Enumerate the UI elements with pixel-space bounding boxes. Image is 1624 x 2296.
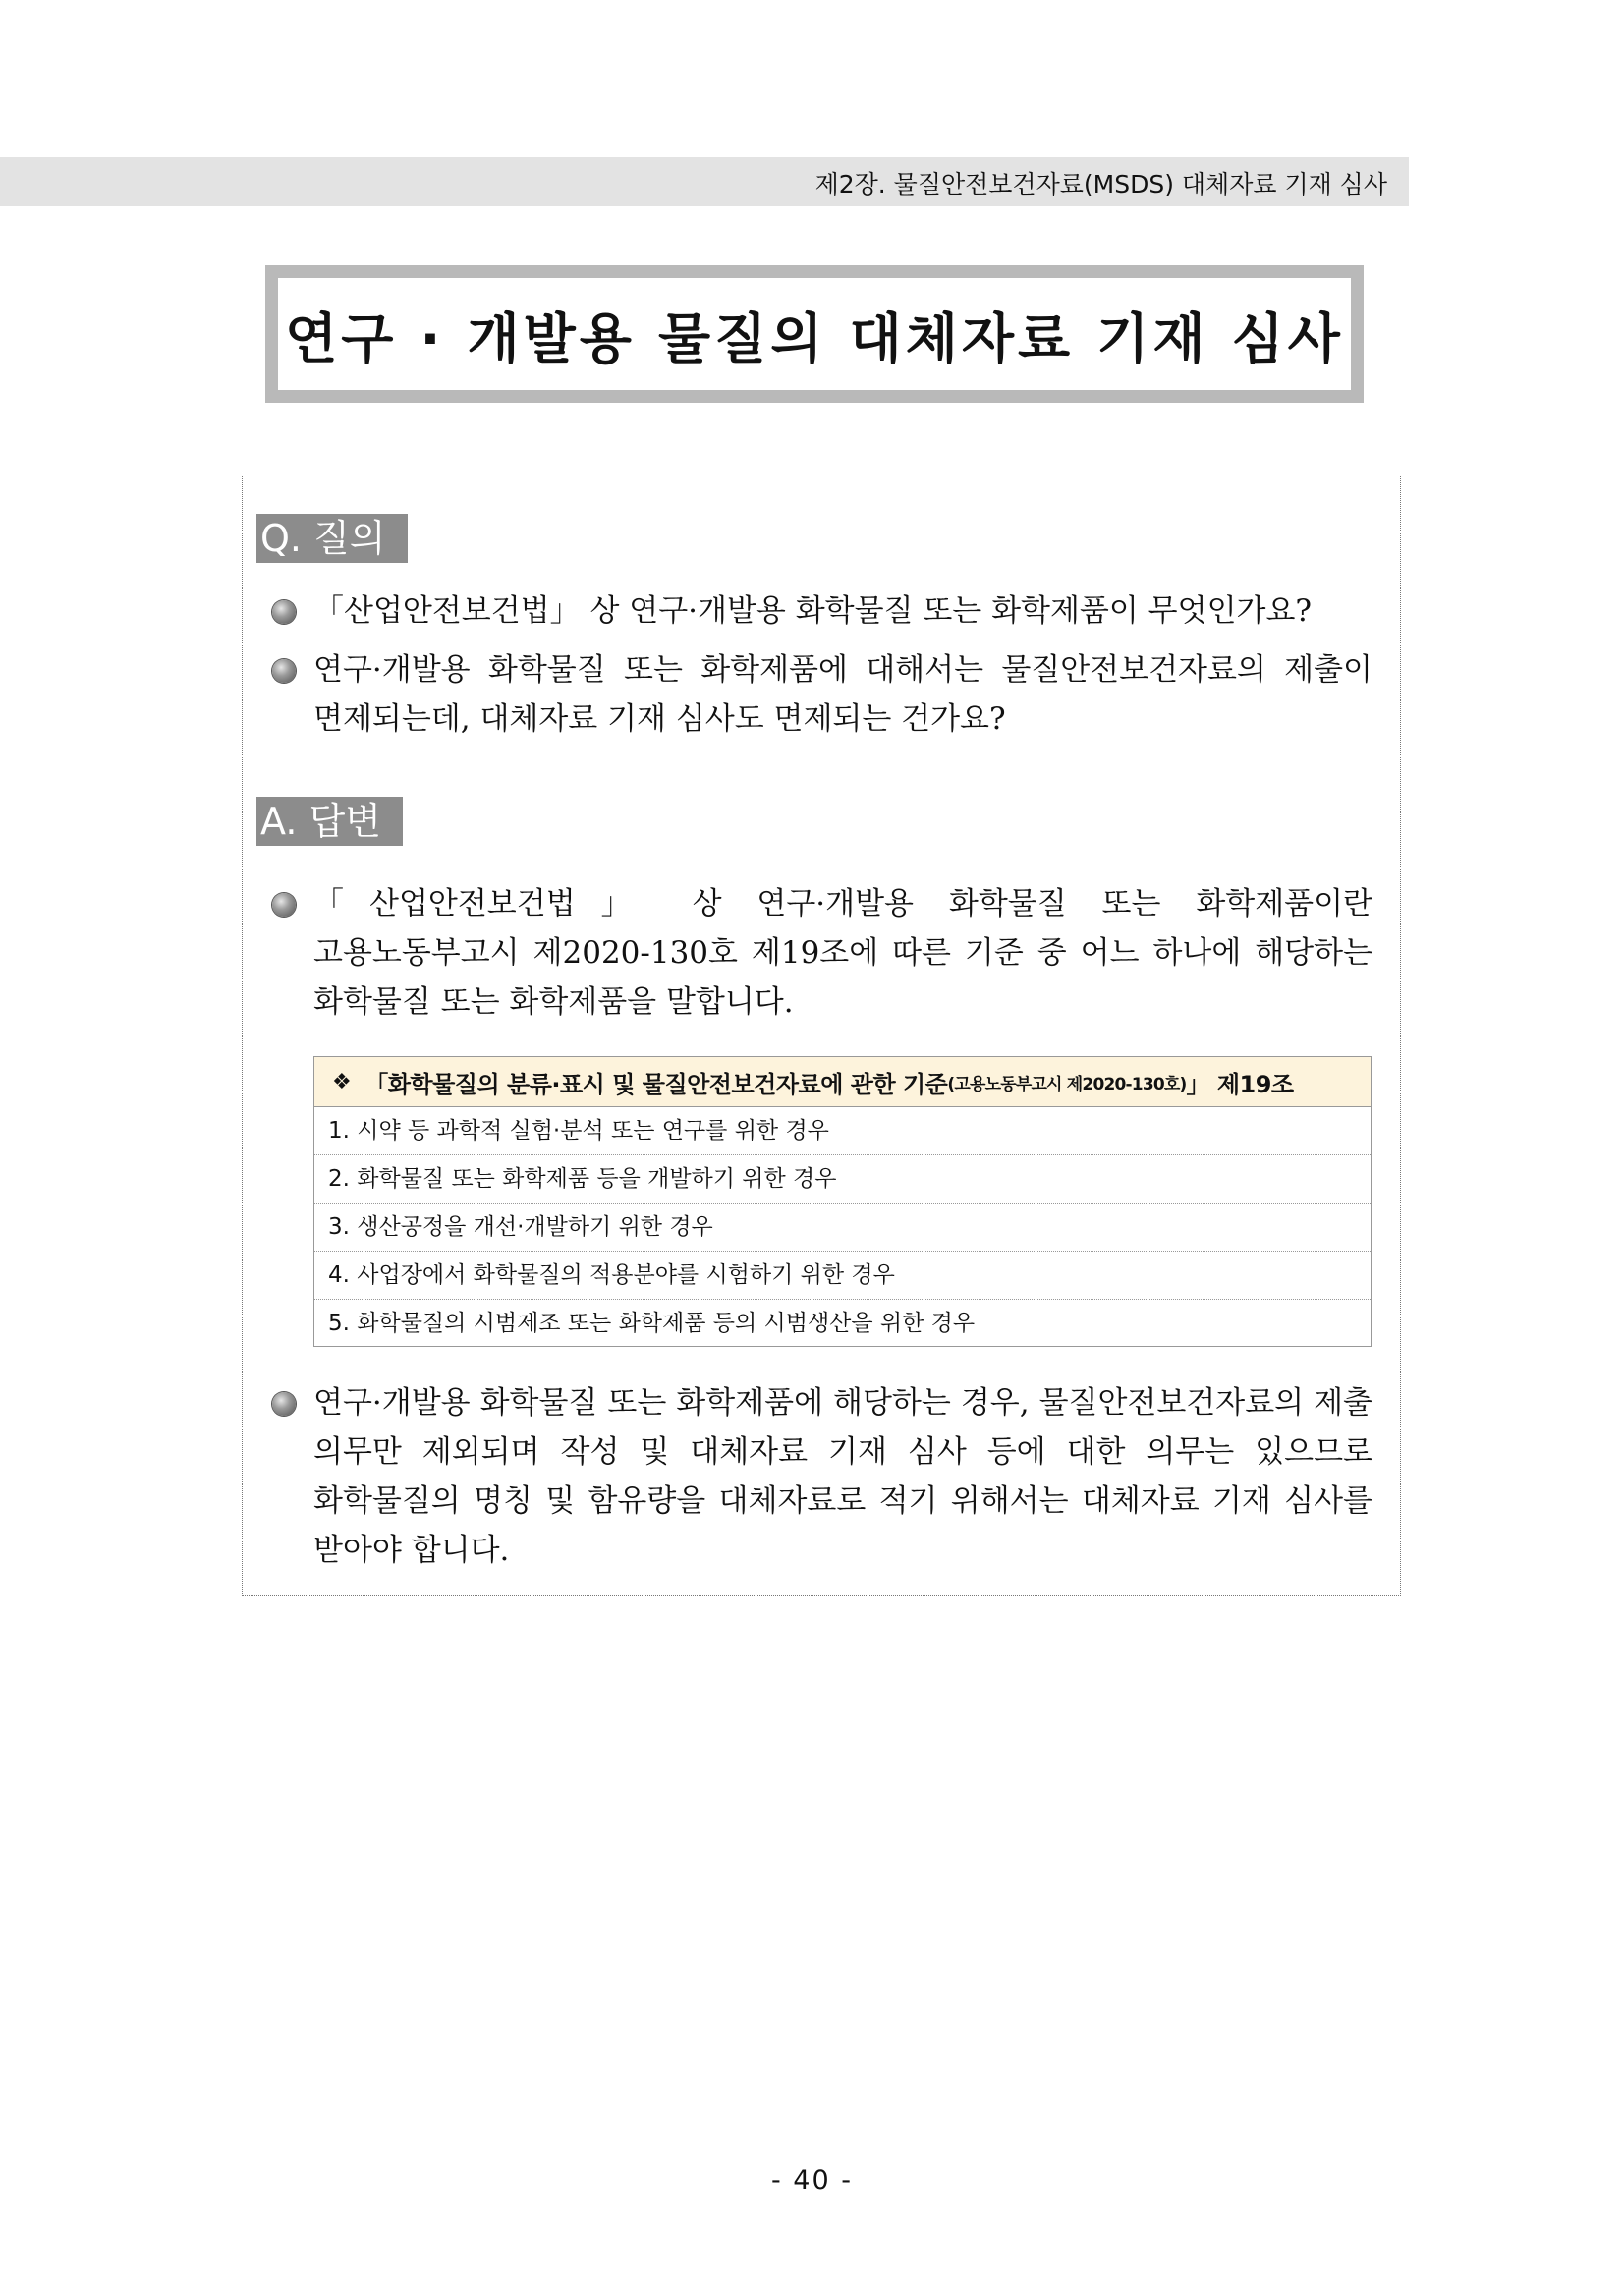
list-item: 5. 화학물질의 시범제조 또는 화학제품 등의 시범생산을 위한 경우 (328, 1311, 976, 1336)
answer-label: A. 답변 (256, 797, 403, 846)
answer-item (272, 879, 1372, 1027)
bullet-icon (272, 600, 296, 624)
reference-heading-source: (고용노동부고시 제2020-130호) (947, 1074, 1187, 1094)
list-item: 2. 화학물질 또는 화학제품 등을 개발하기 위한 경우 (314, 1155, 1371, 1204)
answer-item (272, 1378, 1372, 1575)
reference-heading-main: 「화학물질의 분류·표시 및 물질안전보건자료에 관한 기준 (364, 1070, 948, 1098)
bullet-icon (272, 893, 296, 917)
list-item: 4. 사업장에서 화학물질의 적용분야를 시험하기 위한 경우 (314, 1252, 1371, 1300)
page-number: - 40 - (770, 2165, 853, 2196)
reference-list (314, 1107, 1371, 1347)
page-title-box (265, 265, 1364, 403)
list-item: 1. 시약 등 과학적 실험·분석 또는 연구를 위한 경우 (314, 1107, 1371, 1155)
question-item (272, 587, 1372, 636)
diamond-bullet-icon: ❖ (332, 1069, 352, 1094)
page-title: 연구 · 개발용 물질의 대체자료 기재 심사 (278, 278, 1351, 390)
question-text: 연구·개발용 화학물질 또는 화학제품에 대해서는 물질안전보건자료의 제출이 면제되는데, 대체자료 기재 심사도 면제되는 건가요? (313, 652, 1372, 737)
bullet-icon (272, 1392, 296, 1416)
reference-heading (314, 1057, 1371, 1107)
reference-heading-article: 」 제19조 (1186, 1070, 1294, 1098)
bullet-icon (272, 659, 296, 683)
question-item (272, 645, 1372, 744)
question-label: Q. 질의 (256, 514, 408, 563)
qa-frame (242, 476, 1401, 1596)
reference-box (313, 1056, 1372, 1347)
answer-text: 「산업안전보건법」 상 연구·개발용 화학물질 또는 화학제품이란 고용노동부고시 제2020-130호 제19조에 따른 기준 중 어느 하나에 해당하는 화학물질 또는 화학제품을 말합니다. (313, 886, 1372, 1020)
chapter-header-bar (0, 157, 1409, 206)
question-text: 「산업안전보건법」 상 연구·개발용 화학물질 또는 화학제품이 무엇인가요? (313, 593, 1313, 629)
chapter-title: 제2장. 물질안전보건자료(MSDS) 대체자료 기재 심사 (814, 170, 1387, 198)
answer-text: 연구·개발용 화학물질 또는 화학제품에 해당하는 경우, 물질안전보건자료의 제출 의무만 제외되며 작성 및 대체자료 기재 심사 등에 대한 의무는 있으므로 화학물질의 명칭 및 함유량을 대체자료로 적기 위해서는 대체자료 기재 심사를 받아야 합니다. (313, 1385, 1372, 1568)
list-item: 3. 생산공정을 개선·개발하기 위한 경우 (314, 1204, 1371, 1252)
